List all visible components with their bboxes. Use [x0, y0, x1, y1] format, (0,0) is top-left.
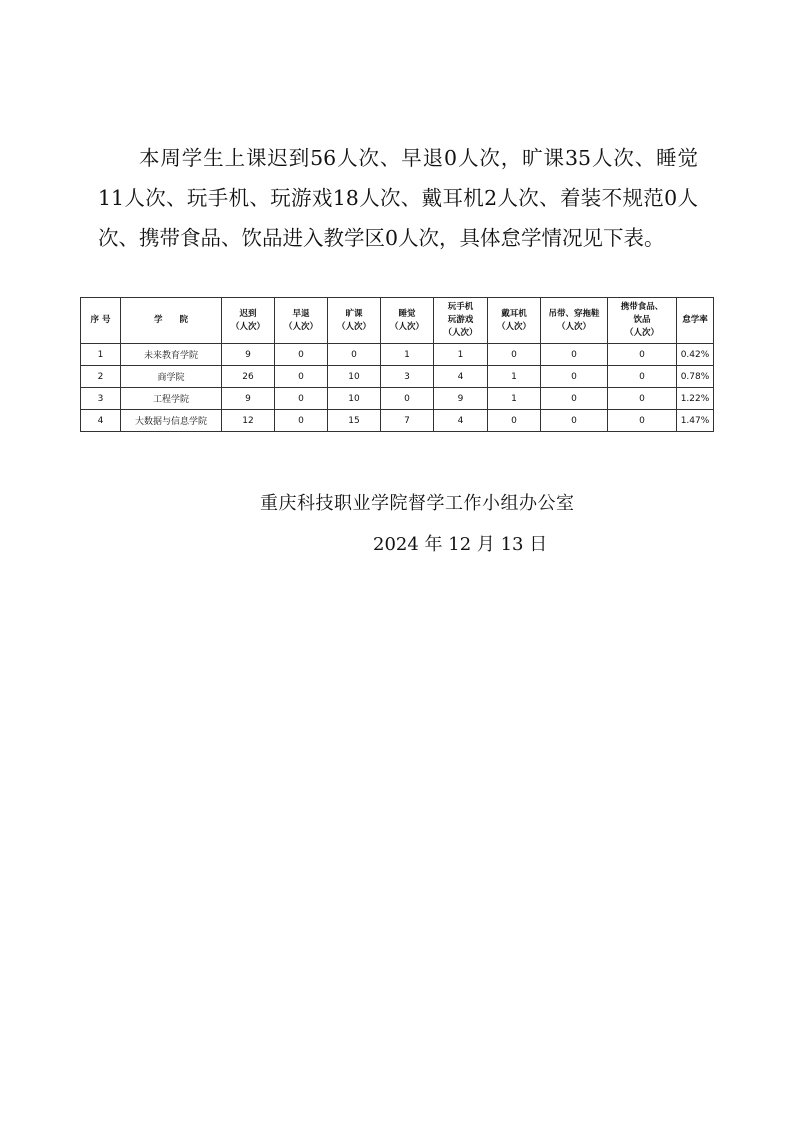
cell-early-leave: 0 — [275, 410, 328, 432]
attendance-table-container — [80, 297, 713, 432]
header-sleeping: 睡觉 （人次） — [381, 298, 434, 344]
header-college: 学 院 — [121, 298, 222, 344]
cell-dress-code: 0 — [541, 410, 608, 432]
cell-slack-rate: 0.42% — [677, 344, 714, 366]
cell-phone-games: 4 — [434, 366, 488, 388]
issue-date: 2024 年 12 月 13 日 — [373, 534, 548, 555]
cell-late: 9 — [222, 388, 275, 410]
cell-early-leave: 0 — [275, 366, 328, 388]
cell-earphones: 1 — [488, 366, 541, 388]
table-header-row — [81, 298, 714, 344]
cell-dress-code: 0 — [541, 388, 608, 410]
cell-phone-games: 9 — [434, 388, 488, 410]
cell-absent: 10 — [328, 388, 381, 410]
cell-absent: 0 — [328, 344, 381, 366]
table-row — [81, 366, 714, 388]
cell-food-drink: 0 — [608, 388, 677, 410]
header-dress-code: 吊带、穿拖鞋 （人次） — [541, 298, 608, 344]
cell-food-drink: 0 — [608, 410, 677, 432]
header-food-drink: 携带食品、 饮品 （人次） — [608, 298, 677, 344]
cell-earphones: 0 — [488, 410, 541, 432]
header-earphones: 戴耳机 （人次） — [488, 298, 541, 344]
cell-slack-rate: 1.22% — [677, 388, 714, 410]
cell-absent: 10 — [328, 366, 381, 388]
cell-food-drink: 0 — [608, 344, 677, 366]
cell-early-leave: 0 — [275, 344, 328, 366]
header-slack-rate: 怠学率 — [677, 298, 714, 344]
header-phone-games: 玩手机 玩游戏 （人次） — [434, 298, 488, 344]
cell-late: 9 — [222, 344, 275, 366]
cell-slack-rate: 0.78% — [677, 366, 714, 388]
cell-sleeping: 7 — [381, 410, 434, 432]
table-row — [81, 344, 714, 366]
table-row — [81, 410, 714, 432]
header-early-leave: 早退 （人次） — [275, 298, 328, 344]
cell-absent: 15 — [328, 410, 381, 432]
header-late: 迟到 （人次） — [222, 298, 275, 344]
cell-early-leave: 0 — [275, 388, 328, 410]
cell-sleeping: 0 — [381, 388, 434, 410]
cell-dress-code: 0 — [541, 366, 608, 388]
cell-index: 3 — [81, 388, 121, 410]
cell-index: 4 — [81, 410, 121, 432]
header-absent: 旷课 （人次） — [328, 298, 381, 344]
cell-earphones: 0 — [488, 344, 541, 366]
table-row — [81, 388, 714, 410]
cell-phone-games: 4 — [434, 410, 488, 432]
cell-index: 2 — [81, 366, 121, 388]
cell-food-drink: 0 — [608, 366, 677, 388]
cell-index: 1 — [81, 344, 121, 366]
attendance-table — [80, 297, 714, 432]
cell-college: 未来教育学院 — [121, 344, 222, 366]
cell-sleeping: 1 — [381, 344, 434, 366]
cell-phone-games: 1 — [434, 344, 488, 366]
cell-earphones: 1 — [488, 388, 541, 410]
cell-dress-code: 0 — [541, 344, 608, 366]
summary-paragraph: 本周学生上课迟到56人次、早退0人次，旷课35人次、睡觉11人次、玩手机、玩游戏18人次、戴耳机2人次、着装不规范0人次、携带食品、饮品进入教学区0人次，具体怠学情况见下表。 — [98, 146, 698, 250]
cell-sleeping: 3 — [381, 366, 434, 388]
cell-slack-rate: 1.47% — [677, 410, 714, 432]
issuing-office: 重庆科技职业学院督学工作小组办公室 — [260, 493, 575, 514]
cell-late: 26 — [222, 366, 275, 388]
cell-late: 12 — [222, 410, 275, 432]
cell-college: 商学院 — [121, 366, 222, 388]
cell-college: 工程学院 — [121, 388, 222, 410]
header-index: 序 号 — [81, 298, 121, 344]
cell-college: 大数据与信息学院 — [121, 410, 222, 432]
